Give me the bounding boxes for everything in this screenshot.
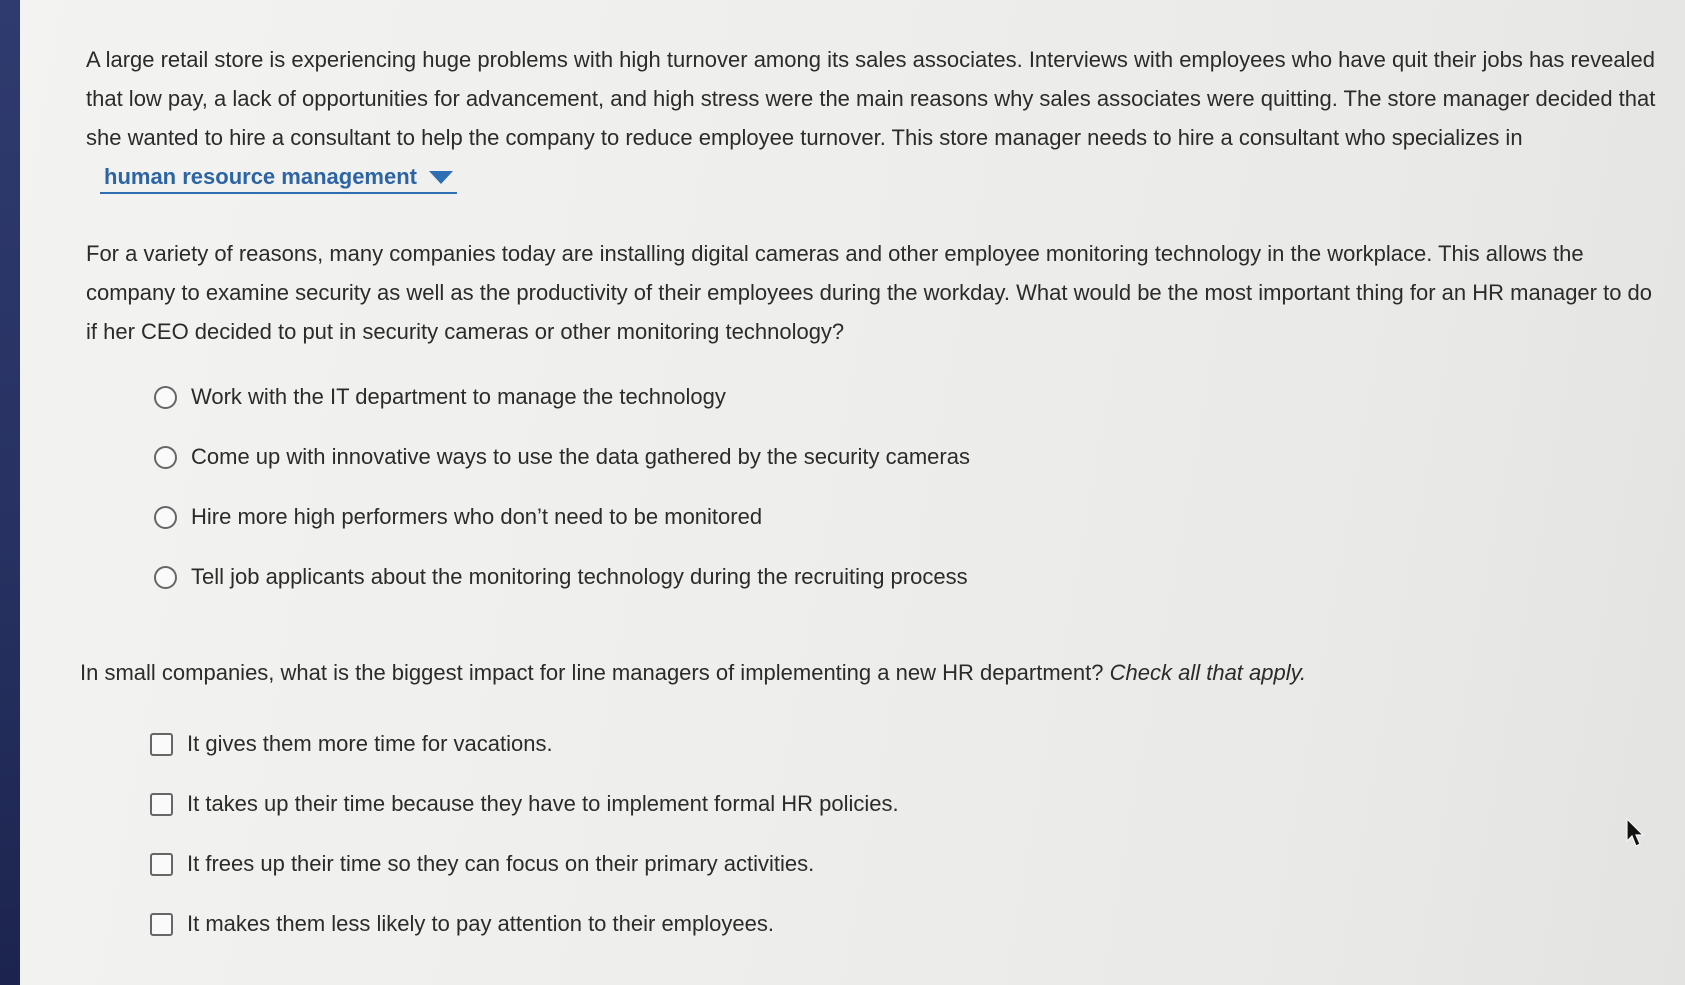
radio-option[interactable]: [154, 487, 1656, 547]
chevron-down-icon: [429, 171, 453, 184]
question-2-options: [154, 367, 1656, 607]
checkbox-option[interactable]: [150, 834, 1656, 894]
screen-bezel: [0, 0, 20, 985]
question-content: [80, 40, 1656, 954]
question-3-text: In small companies, what is the biggest impact for line managers of implementing a new HR department?: [80, 660, 1104, 685]
question-1-text: A large retail store is experiencing huge problems with high turnover among its sales associates. Interviews with employees who have quit their jobs has revealed that low pay, a lack of opportunities for advancement, and high stress were the main reasons why sales associates were quitting. The store manager decided that she wanted to hire a consultant to help the company to reduce employee turnover. This store manager needs to hire a consultant who specializes in: [86, 47, 1656, 150]
checkbox-option[interactable]: [150, 774, 1656, 834]
radio-option[interactable]: [154, 367, 1656, 427]
option-label: Hire more high performers who don’t need to be monitored: [191, 504, 763, 529]
mouse-pointer-icon: [1625, 818, 1647, 848]
question-1: [86, 40, 1656, 196]
question-3-instruction: Check all that apply.: [1109, 660, 1307, 685]
specialization-dropdown[interactable]: [100, 162, 457, 194]
checkbox[interactable]: [150, 733, 173, 756]
radio-button[interactable]: [154, 566, 177, 589]
radio-button[interactable]: [154, 506, 177, 529]
radio-option[interactable]: [154, 427, 1656, 487]
question-3-options: [150, 714, 1656, 954]
question-3: [80, 653, 1656, 692]
option-label: It makes them less likely to pay attention to their employees.: [187, 911, 774, 936]
option-label: Work with the IT department to manage the technology: [191, 384, 726, 409]
checkbox[interactable]: [150, 853, 173, 876]
radio-button[interactable]: [154, 386, 177, 409]
option-label: It takes up their time because they have to implement formal HR policies.: [187, 791, 899, 816]
dropdown-selected-value: human resource management: [104, 164, 417, 189]
option-label: It gives them more time for vacations.: [187, 731, 553, 756]
option-label: Tell job applicants about the monitoring technology during the recruiting process: [191, 564, 968, 589]
checkbox[interactable]: [150, 793, 173, 816]
radio-option[interactable]: [154, 547, 1656, 607]
checkbox-option[interactable]: [150, 714, 1656, 774]
question-2-text: For a variety of reasons, many companies today are installing digital cameras and other employee monitoring technology in the workplace. This allows the company to examine security as well as the productivity of their employees during the workday. What would be the most important thing for an HR manager to do if her CEO decided to put in security cameras or other monitoring technology?: [86, 241, 1653, 344]
radio-button[interactable]: [154, 446, 177, 469]
checkbox-option[interactable]: [150, 894, 1656, 954]
checkbox[interactable]: [150, 913, 173, 936]
option-label: Come up with innovative ways to use the data gathered by the security cameras: [191, 444, 970, 469]
option-label: It frees up their time so they can focus on their primary activities.: [187, 851, 815, 876]
